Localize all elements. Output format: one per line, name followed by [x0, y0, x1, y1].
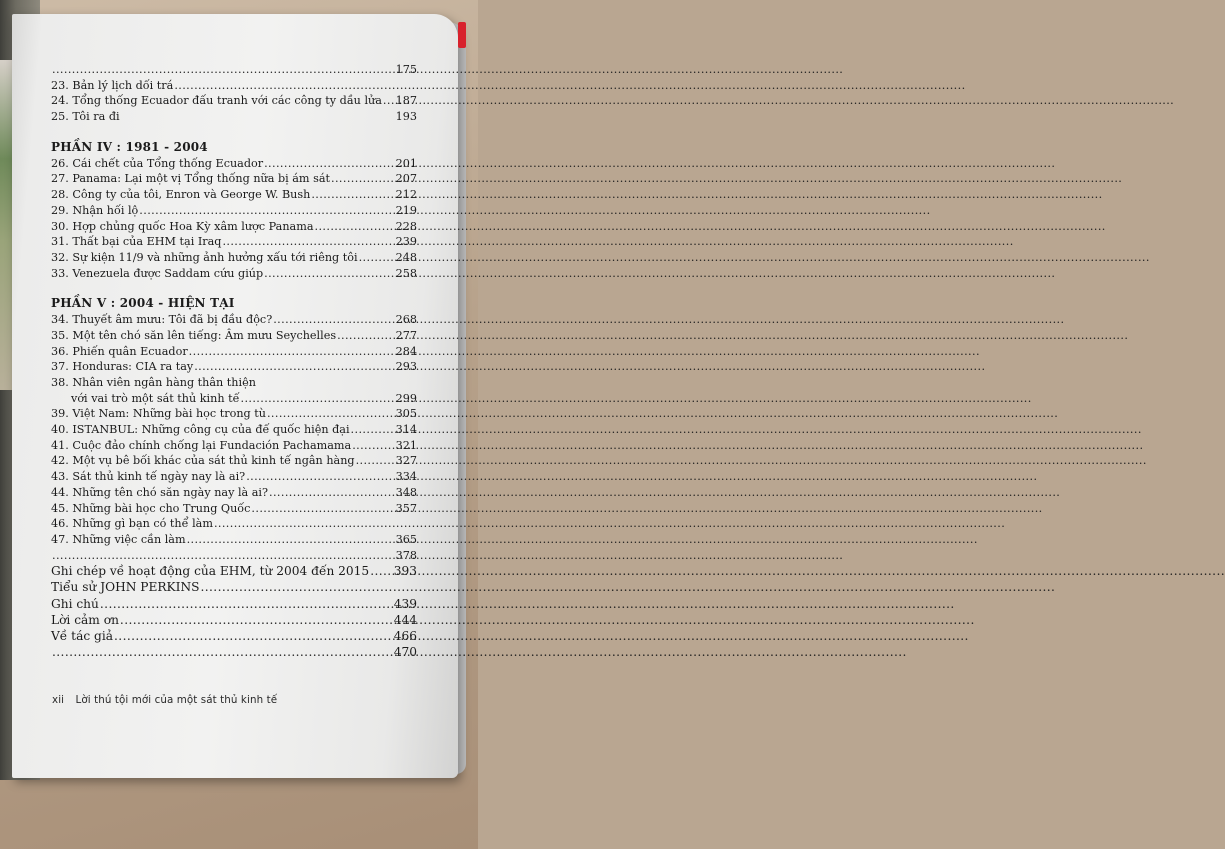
toc-entry: 47. Những việc cần làm ..... 365	[51, 532, 417, 548]
toc-page-number: 175	[395, 63, 417, 76]
bookmark-ribbon	[458, 22, 466, 48]
toc-entry: 25. Tôi ra đi 193	[51, 110, 417, 124]
toc-entry: 36. Phiến quân Ecuador ..... 284	[51, 344, 417, 360]
table-of-contents	[51, 62, 417, 660]
toc-entry: 32. Sự kiện 11/9 và những ảnh hưởng xấu tới riêng tôi ..... 248	[51, 250, 417, 266]
toc-entry: 40. ISTANBUL: Những công cụ của đế quốc hiện đại ..... 314	[51, 422, 417, 438]
toc-entry: 30. Hợp chủng quốc Hoa Kỳ xâm lược Panama ..... 228	[51, 219, 417, 235]
toc-entry: Lời cảm ơn ..... 444	[51, 612, 417, 628]
toc-entry: 38. Nhân viên ngân hàng thân thiện	[51, 376, 256, 389]
toc-entry: 28. Công ty của tôi, Enron và George W. Bush ..... 212	[51, 187, 417, 203]
toc-entry: Ghi chép về hoạt động của EHM, từ 2004 đến 2015 ..... 393	[51, 563, 417, 579]
toc-entry: Tiểu sử JOHN PERKINS .....	[51, 579, 417, 595]
page-footer	[52, 694, 412, 706]
toc-entry: 39. Việt Nam: Những bài học trong tù ..... 305	[51, 406, 417, 422]
toc-entry: 29. Nhận hối lộ ..... 219	[51, 203, 417, 219]
toc-back-matter	[51, 563, 417, 660]
toc-entry: 43. Sát thủ kinh tế ngày nay là ai? ..... 334	[51, 469, 417, 485]
toc-entry: 46. Những gì bạn có thể làm .....	[51, 516, 417, 532]
toc-entry: 42. Một vụ bê bối khác của sát thủ kinh tế ngân hàng ..... 327	[51, 453, 417, 469]
toc-entry: Về tác giả ..... 466	[51, 628, 417, 644]
toc-entry: ..... 378	[51, 548, 417, 564]
toc-entry: ..... 470	[51, 644, 417, 660]
section-heading-part4: PHẦN IV : 1981 - 2004	[51, 139, 208, 154]
toc-entry: 41. Cuộc đảo chính chống lại Fundación Pachamama ..... 321	[51, 438, 417, 454]
toc-entry: 44. Những tên chó săn ngày nay là ai? ..... 348	[51, 485, 417, 501]
toc-top-group	[51, 62, 417, 125]
toc-entry: 26. Cái chết của Tổng thống Ecuador ..... 201	[51, 156, 417, 172]
toc-part4-group	[51, 156, 417, 282]
toc-entry	[51, 62, 417, 78]
toc-entry: 35. Một tên chó săn lên tiếng: Âm mưu Seychelles ..... 277	[51, 328, 417, 344]
section-heading-part5: PHẦN V : 2004 - HIỆN TẠI	[51, 296, 235, 311]
toc-entry: 34. Thuyết âm mưu: Tôi đã bị đầu độc? ..... 268	[51, 312, 417, 328]
toc-entry: Ghi chú ..... 439	[51, 596, 417, 612]
footer-running-title: Lời thú tội mới của một sát thủ kinh tế	[75, 694, 278, 706]
toc-entry: 24. Tổng thống Ecuador đấu tranh với các công ty dầu lửa ..... 187	[51, 93, 417, 109]
toc-entry: 33. Venezuela được Saddam cứu giúp ..... 258	[51, 266, 417, 282]
toc-entry: 23. Bản lý lịch dối trá .....	[51, 78, 417, 94]
toc-entry: 45. Những bài học cho Trung Quốc ..... 357	[51, 501, 417, 517]
toc-entry-continuation: với vai trò một sát thủ kinh tế ..... 299	[51, 391, 417, 407]
toc-part5-group	[51, 312, 417, 563]
toc-entry: 31. Thất bại của EHM tại Iraq ..... 239	[51, 234, 417, 250]
toc-entry: 37. Honduras: CIA ra tay ..... 293	[51, 359, 417, 375]
footer-page-number: xii	[52, 694, 65, 706]
toc-entry: 27. Panama: Lại một vị Tổng thống nữa bị ám sát ..... 207	[51, 171, 417, 187]
